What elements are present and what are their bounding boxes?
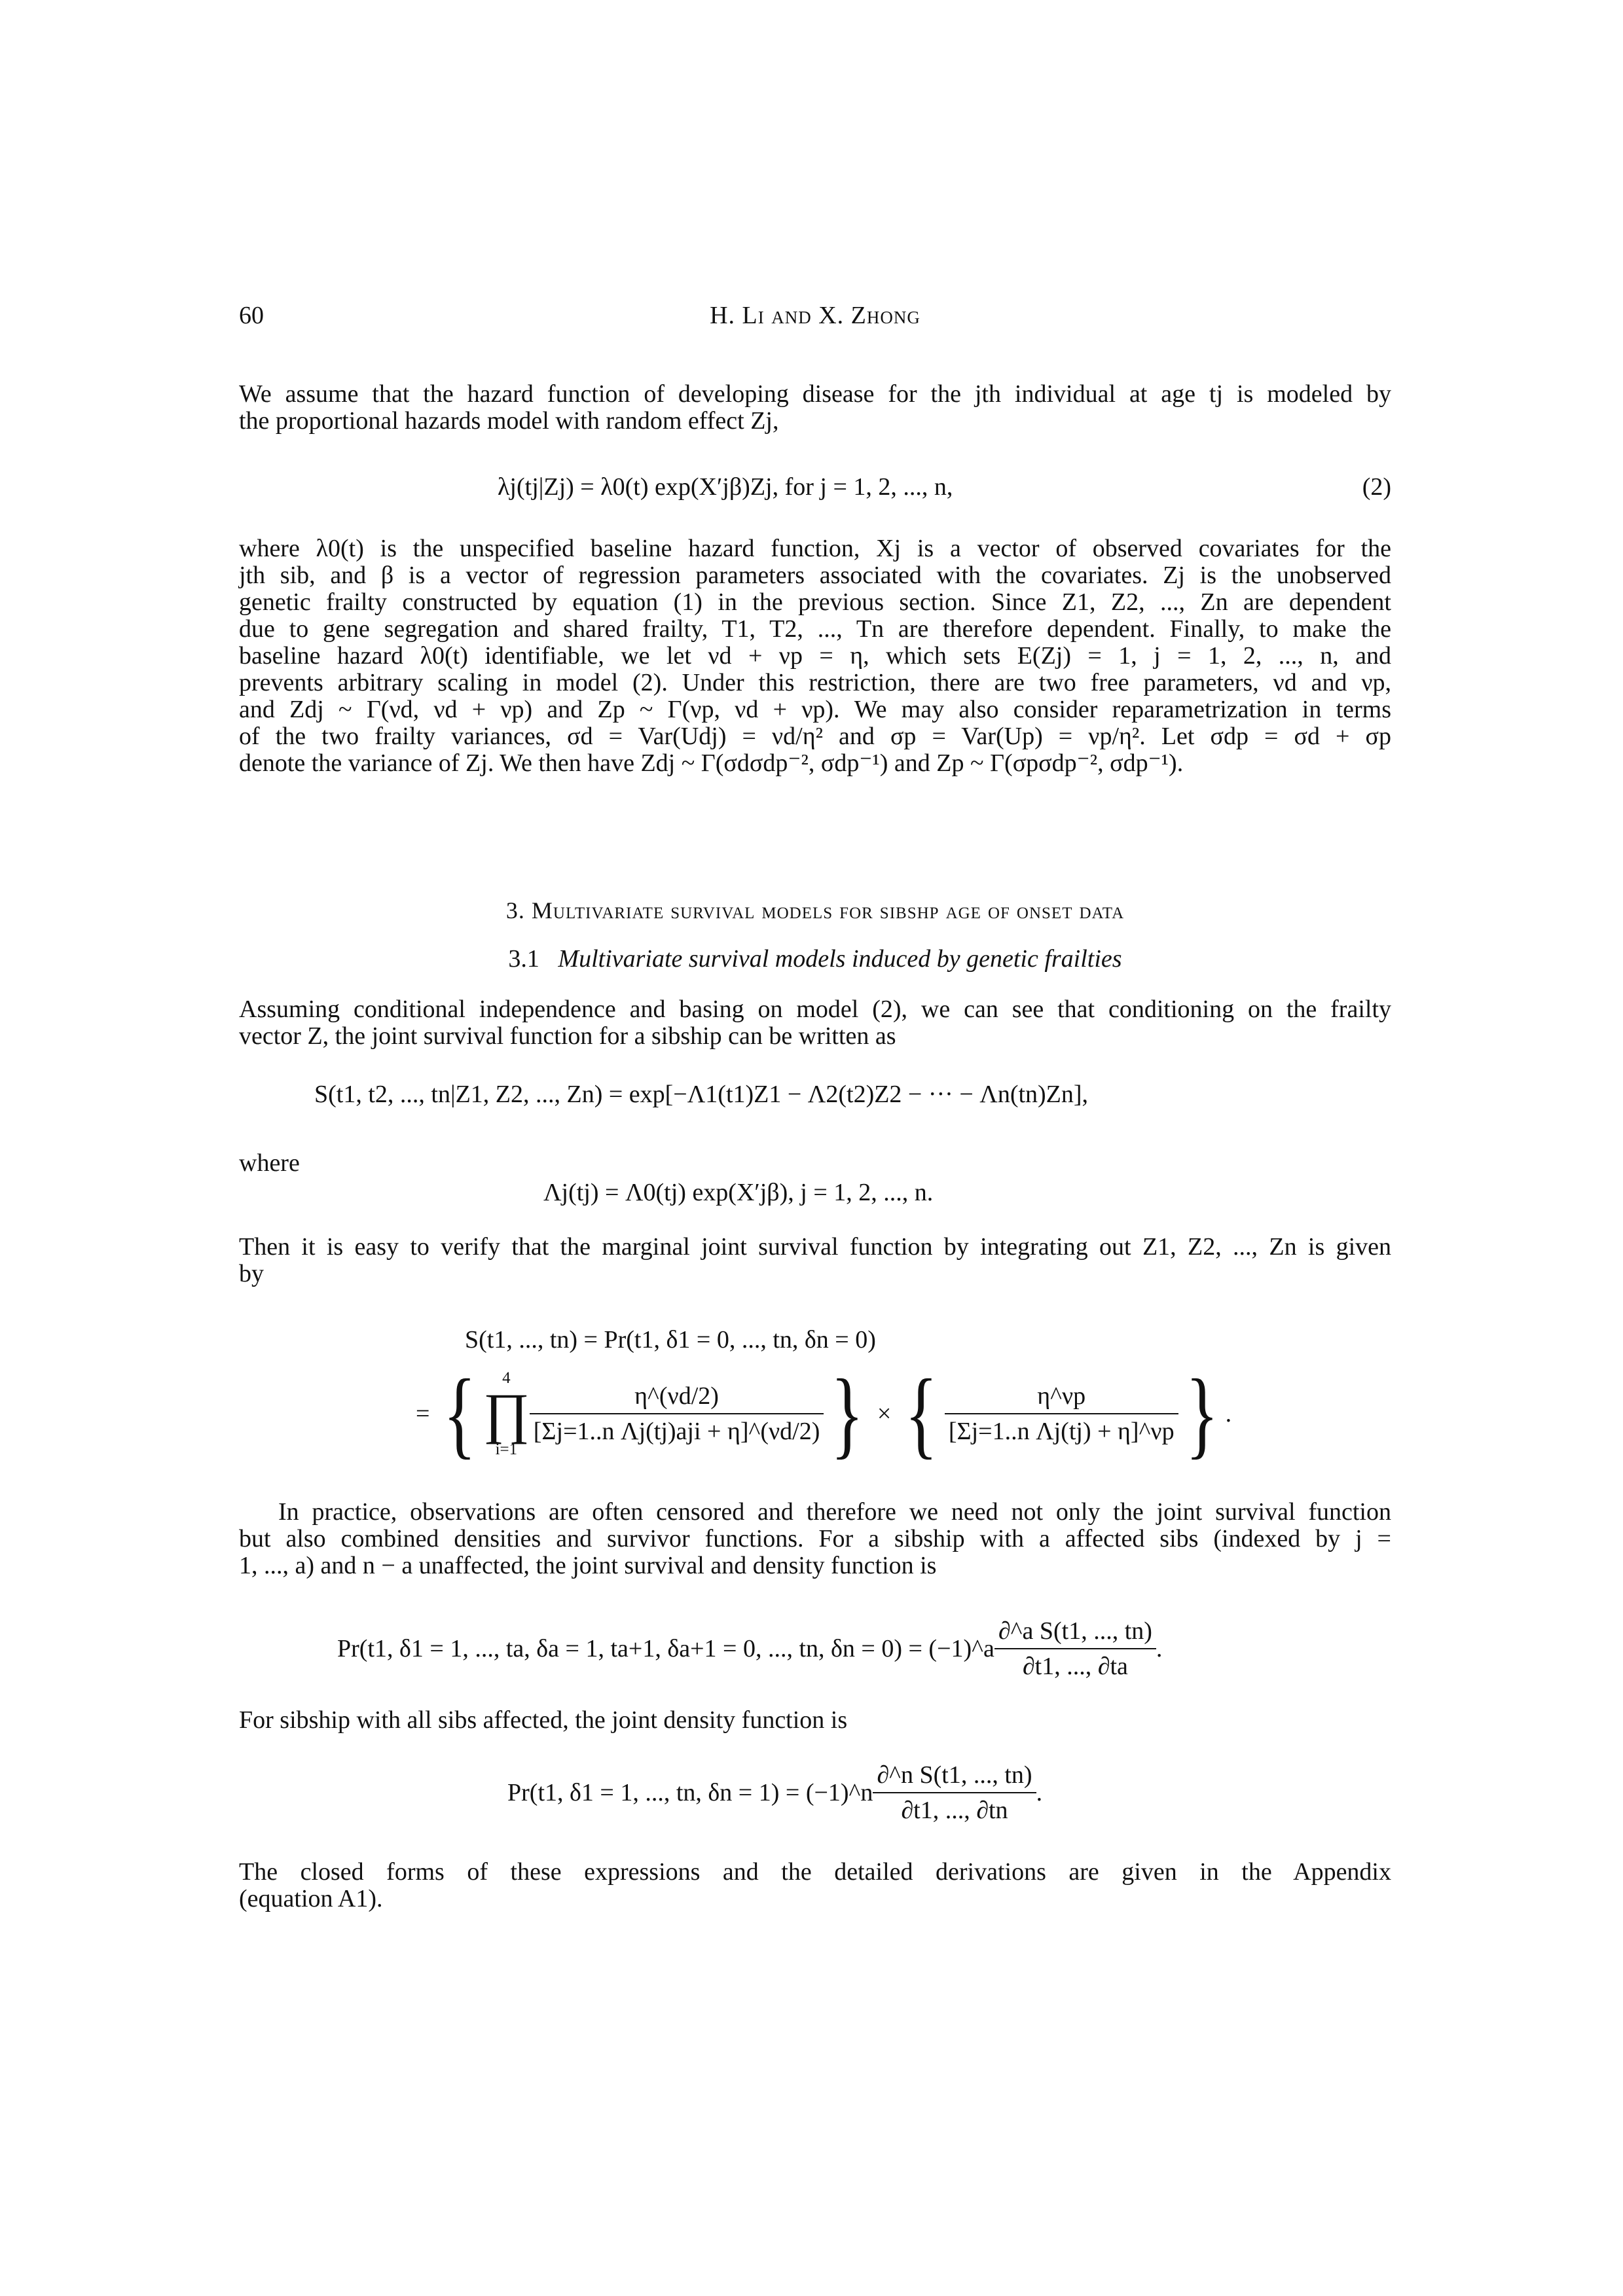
paragraph-conditional-independence [239, 996, 1391, 1050]
period: . [1156, 1635, 1163, 1662]
para-line: We assume that the hazard function of developing disease for the jth individual at age tj is modeled by [239, 380, 1391, 408]
right-brace: } [831, 1359, 864, 1468]
times-sign: × [871, 1400, 898, 1427]
equation-lhs: Pr(t1, δ1 = 1, ..., tn, δn = 1) = (−1)^n [507, 1779, 873, 1806]
para-line: jth sib, and β is a vector of regression parameters associated with the covariates. Zj is the unobserved [239, 562, 1391, 589]
running-title: H. Li and X. Zhong [710, 302, 921, 329]
paragraph-censoring [239, 1499, 1391, 1579]
equation-all-affected [507, 1761, 1042, 1825]
fraction-numerator: η^(νd/2) [530, 1382, 824, 1414]
equals-sign: = [416, 1400, 436, 1427]
para-line: genetic frailty constructed by equation (1) in the previous section. Since Z1, Z2, ..., Zn are dependent [239, 588, 1391, 616]
paragraph-closing [239, 1859, 1391, 1912]
equation-marginal-line2 [416, 1359, 1232, 1468]
para-line: the proportional hazards model with random effect Zj, [239, 407, 779, 435]
equation-lhs: Pr(t1, δ1 = 1, ..., ta, δa = 1, ta+1, δa+1 = 0, ..., tn, δn = 0) = (−1)^a [337, 1635, 994, 1662]
paragraph-hazard-intro [239, 381, 1391, 435]
subsection-number: 3.1 [508, 945, 539, 973]
para-line: 1, ..., a) and n − a unaffected, the joint survival and density function is [239, 1552, 937, 1579]
paragraph-marginal [239, 1234, 1391, 1287]
equation-marginal-line1: S(t1, ..., tn) = Pr(t1, δ1 = 0, ..., tn, δn = 0) [465, 1326, 876, 1354]
para-line: prevents arbitrary scaling in model (2). Under this restriction, there are two free parameters, νd and νp, [239, 669, 1391, 696]
left-brace: { [443, 1359, 477, 1468]
para-line: and Zdj ~ Γ(νd, νd + νp) and Zp ~ Γ(νp, νd + νp). We may also consider reparametrization in terms [239, 696, 1391, 723]
left-brace: { [904, 1359, 938, 1468]
derivative-fraction [873, 1761, 1036, 1825]
derivative-fraction [994, 1617, 1156, 1681]
para-line: The closed forms of these expressions and the detailed derivations are given in the Appendix [239, 1858, 1391, 1886]
product-symbol: ∏ [483, 1382, 530, 1445]
fraction-denominator: ∂t1, ..., ∂ta [1022, 1653, 1128, 1680]
equation-joint-survival: S(t1, t2, ..., tn|Z1, Z2, ..., Zn) = exp[−Λ1(t1)Z1 − Λ2(t2)Z2 − ··· − Λn(tn)Zn], [314, 1081, 1089, 1108]
section-number: 3. [505, 897, 525, 924]
fraction-numerator: ∂^a S(t1, ..., tn) [994, 1617, 1156, 1649]
para-line: due to gene segregation and shared frailty, T1, T2, ..., Tn are therefore dependent. Finally, to make the [239, 615, 1391, 643]
para-line: baseline hazard λ0(t) identifiable, we let νd + νp = η, which sets E(Zj) = 1, j = 1, 2, ..., n, and [239, 642, 1391, 670]
para-line: In practice, observations are often censored and therefore we need not only the joint survival function [278, 1498, 1391, 1526]
para-line: Then it is easy to verify that the marginal joint survival function by integrating out Z1, Z2, ..., Zn is given [239, 1233, 1391, 1261]
where-label: where [239, 1149, 300, 1177]
product-upper-limit: 4 [502, 1369, 511, 1387]
paragraph-all-affected: For sibship with all sibs affected, the joint density function is [239, 1706, 848, 1734]
page-header [239, 301, 1391, 340]
subsection-title: Multivariate survival models induced by genetic frailties [558, 945, 1122, 973]
fraction-numerator: η^νp [945, 1382, 1178, 1414]
section-title: Multivariate survival models for sibshp age of onset data [531, 897, 1125, 924]
page [239, 0, 1391, 2296]
para-line: vector Z, the joint survival function for a sibship can be written as [239, 1022, 896, 1050]
equation-cumulative-hazard: Λj(tj) = Λ0(tj) exp(X′jβ), j = 1, 2, ..., n. [543, 1179, 934, 1206]
period: . [1225, 1400, 1232, 1427]
para-line: Assuming conditional independence and basing on model (2), we can see that conditioning on the frailty [239, 996, 1391, 1023]
fraction-denominator: [Σj=1..n Λj(tj) + η]^νp [948, 1418, 1175, 1445]
subsection-heading [239, 944, 1391, 973]
product-operator [483, 1369, 530, 1459]
product-lower-limit: i=1 [495, 1440, 518, 1458]
para-line: where λ0(t) is the unspecified baseline hazard function, Xj is a vector of observed covariates for the [239, 535, 1391, 562]
para-line: (equation A1). [239, 1885, 383, 1912]
fraction-denominator: ∂t1, ..., ∂tn [901, 1797, 1008, 1824]
paragraph-model-description [239, 535, 1391, 777]
para-line: but also combined densities and survivor functions. For a sibship with a affected sibs (indexed by j = [239, 1525, 1391, 1552]
equation-number: (2) [1362, 473, 1391, 501]
para-line: by [239, 1260, 264, 1287]
fraction-dominant [530, 1382, 824, 1446]
right-brace: } [1185, 1359, 1218, 1468]
section-heading [239, 897, 1391, 924]
period: . [1036, 1779, 1043, 1806]
fraction-numerator: ∂^n S(t1, ..., tn) [873, 1761, 1036, 1793]
para-line: denote the variance of Zj. We then have Zdj ~ Γ(σdσdp⁻², σdp⁻¹) and Zp ~ Γ(σpσdp⁻², σdp⁻¹). [239, 749, 1184, 777]
page-number: 60 [239, 302, 264, 329]
equation-2: λj(tj|Zj) = λ0(t) exp(X′jβ)Zj, for j = 1, 2, ..., n, [498, 473, 953, 501]
para-line: of the two frailty variances, σd = Var(Udj) = νd/η² and σp = Var(Up) = νp/η². Let σdp = σd + σp [239, 723, 1391, 750]
fraction-polygenic [945, 1382, 1178, 1446]
equation-partial-density [337, 1617, 1162, 1681]
fraction-denominator: [Σj=1..n Λj(tj)aji + η]^(νd/2) [533, 1418, 820, 1445]
